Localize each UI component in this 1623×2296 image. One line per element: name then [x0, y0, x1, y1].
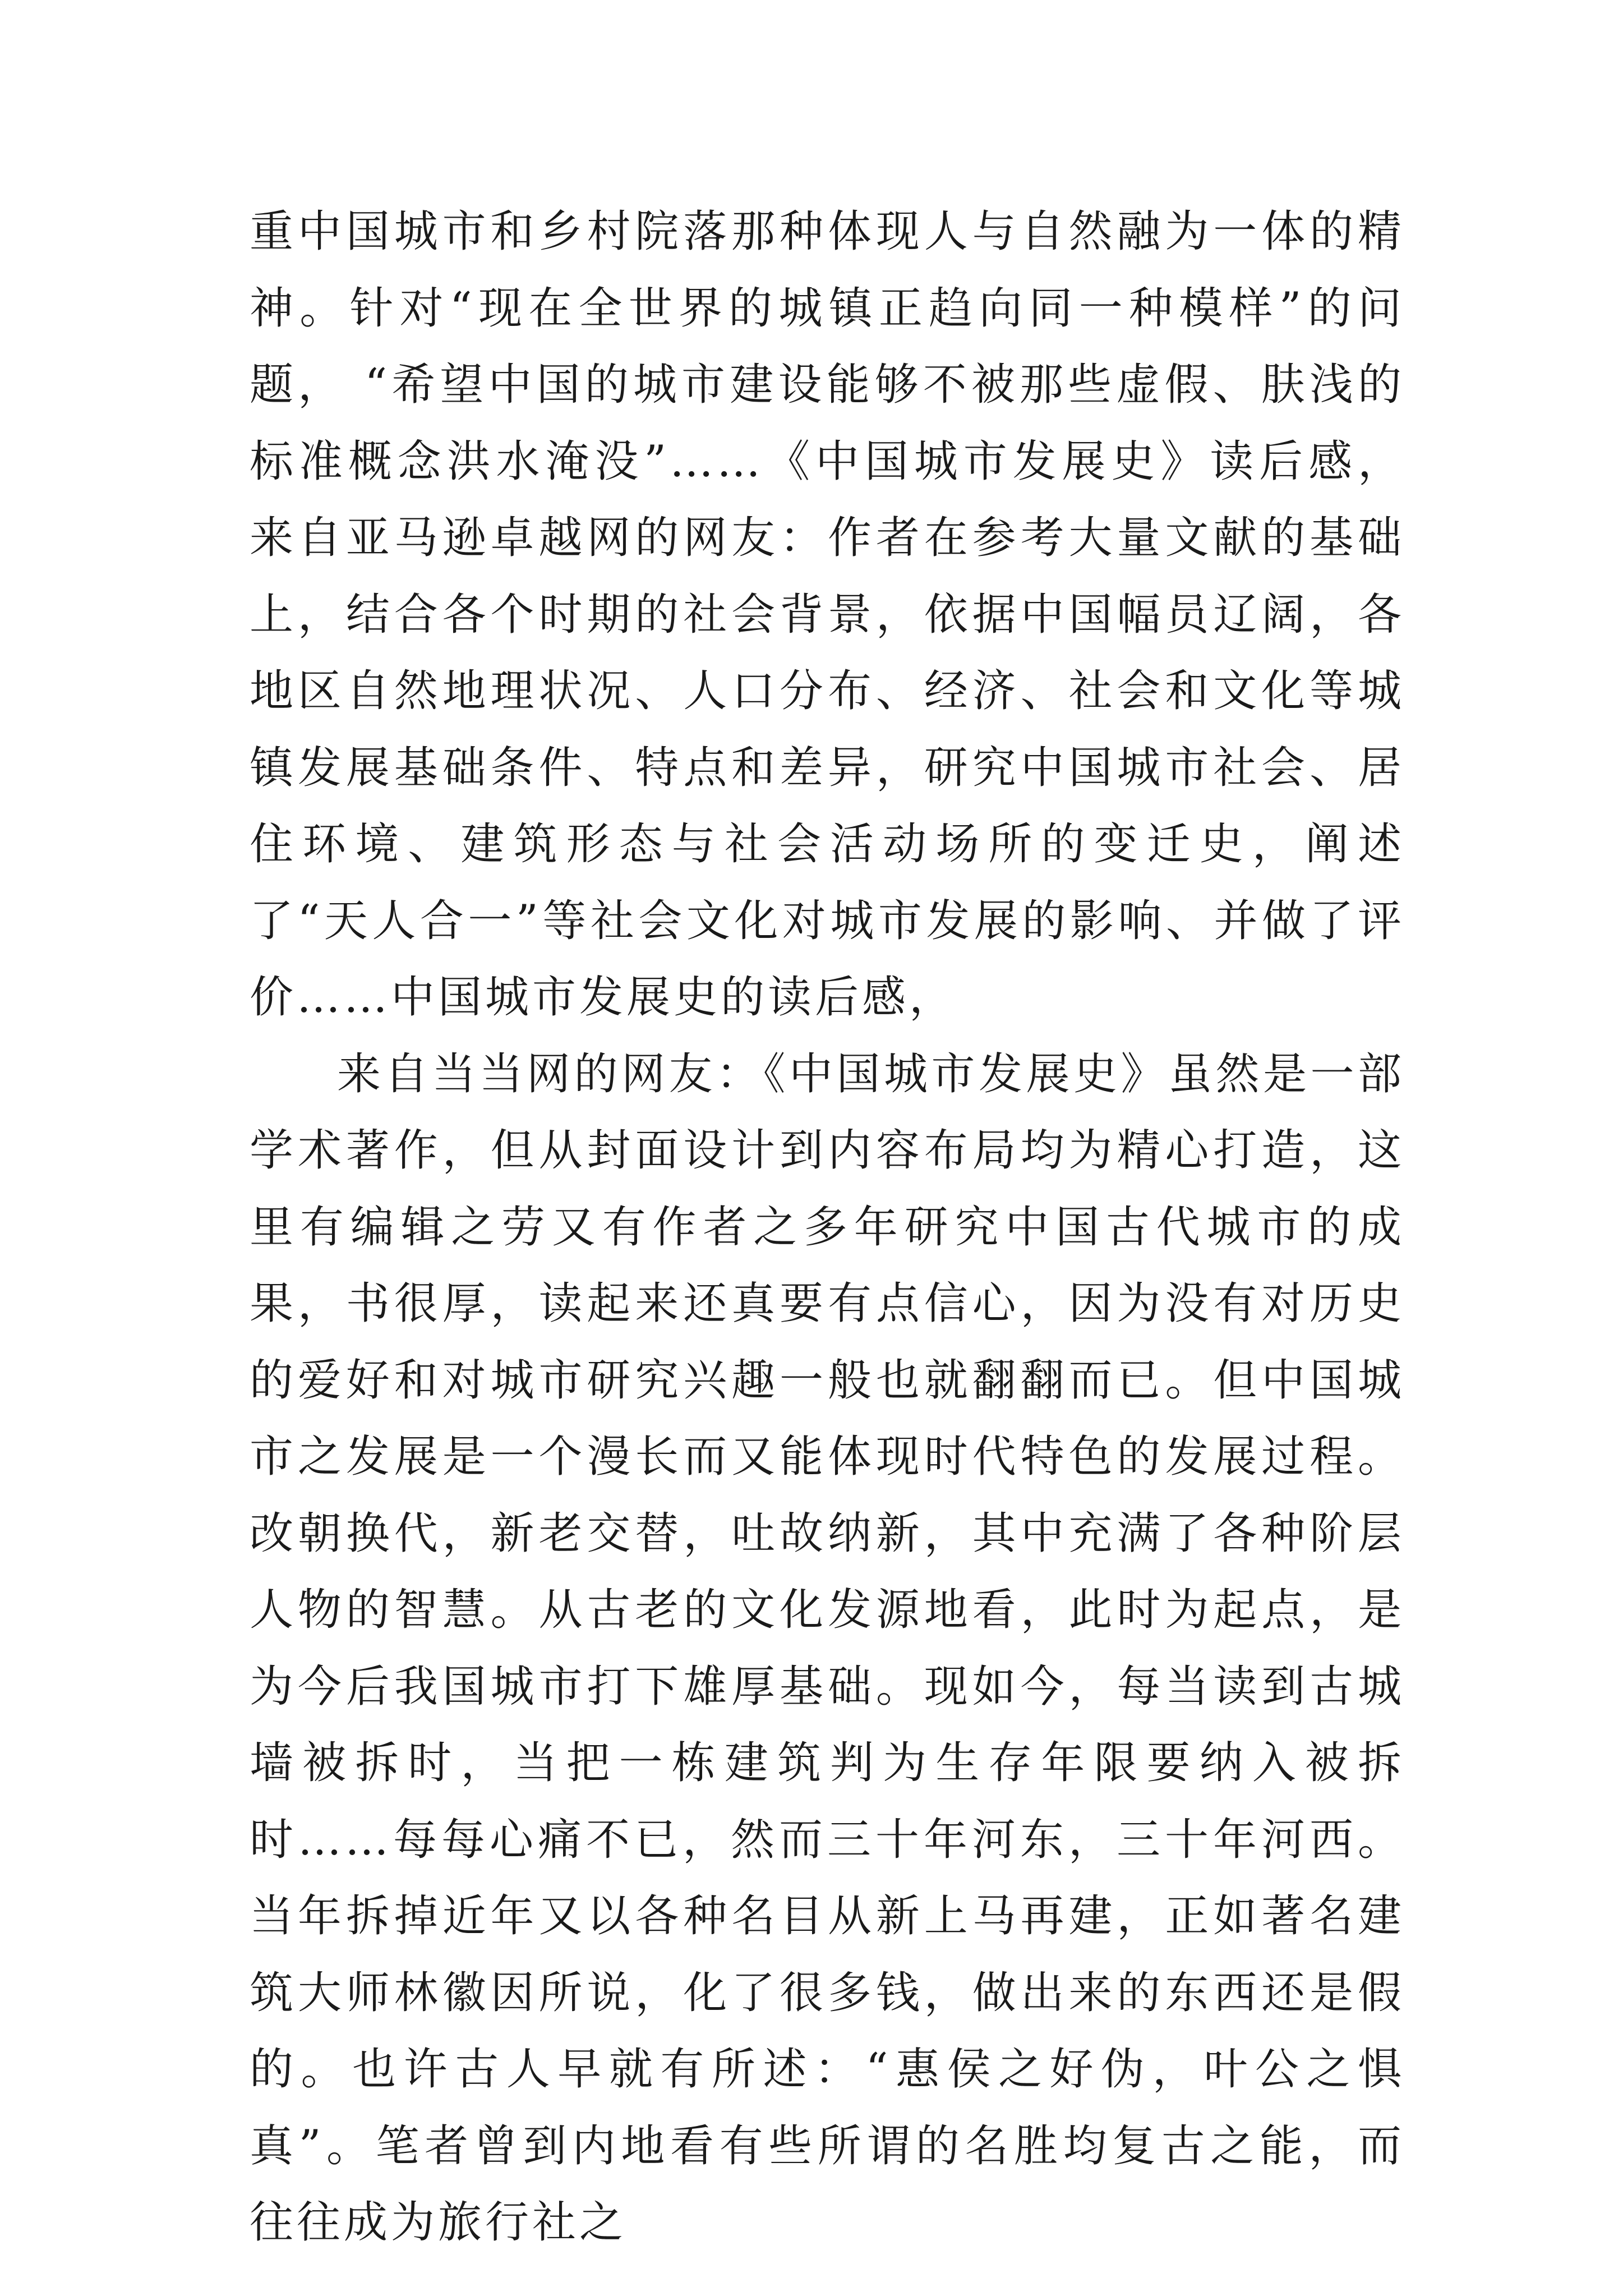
body-text	[250, 194, 1405, 2261]
paragraph-dangdang-review: 来自当当网的网友：《中国城市发展史》虽然是一部学术著作，但从封面设计到内容布局均为精心打造，这里有编辑之劳又有作者之多年研究中国古代城市的成果，书很厚，读起来还真要有点信心，因为没有对历史的爱好和对城市研究兴趣一般也就翻翻而已。但中国城市之发展是一个漫长而又能体现时代特色的发展过程。改朝换代，新老交替，吐故纳新，其中充满了各种阶层人物的智慧。从古老的文化发源地看，此时为起点，是为今后我国城市打下雄厚基础。现如今，每当读到古城墙被拆时，当把一栋建筑判为生存年限要纳入被拆时……每每心痛不已，然而三十年河东，三十年河西。当年拆掉近年又以各种名目从新上马再建，正如著名建筑大师林徽因所说，化了很多钱，做出来的东西还是假的。也许古人早就有所述：“惠侯之好伪，叶公之惧真”。笔者曾到内地看有些所谓的名胜均复古之能，而往往成为旅行社之	[250, 1048, 1405, 2248]
paragraph-continued: 重中国城市和乡村院落那种体现人与自然融为一体的精神。针对“现在全世界的城镇正趋向同一种模样”的问题， “希望中国的城市建设能够不被那些虚假、肤浅的标准概念洪水淹没”……《中国城市发展史》读后感，来自亚马逊卓越网的网友：作者在参考大量文献的基础上，结合各个时期的社会背景，依据中国幅员辽阔，各地区自然地理状况、人口分布、经济、社会和文化等城镇发展基础条件、特点和差异，研究中国城市社会、居住环境、建筑形态与社会活动场所的变迁史，阐述了“天人合一”等社会文化对城市发展的影响、并做了评价……中国城市发展史的读后感，	[250, 206, 1405, 1023]
